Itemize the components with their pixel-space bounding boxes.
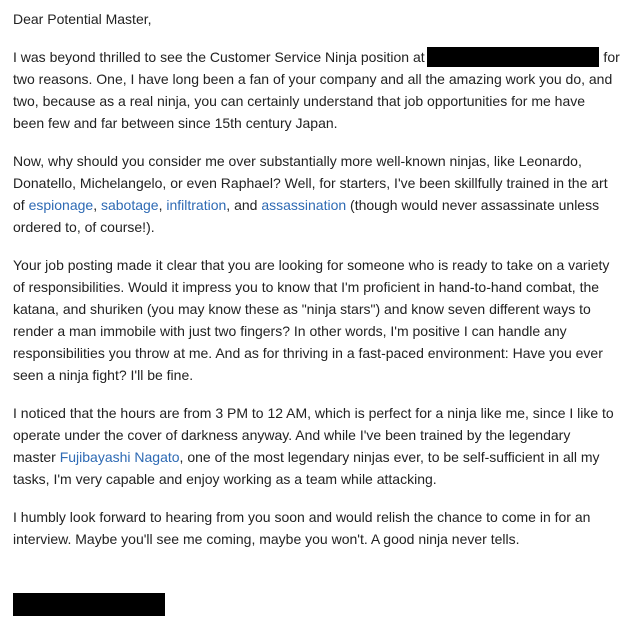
text-fragment: (though would never assassinate unless	[346, 197, 600, 213]
text-fragment: , and	[226, 197, 262, 213]
text-fragment: of	[13, 197, 29, 213]
paragraph-line: two reasons. One, I have long been a fan of your company and all the amazing work you do, and	[13, 71, 613, 87]
redacted-company-name	[427, 47, 599, 67]
link-sabotage[interactable]: sabotage	[100, 197, 159, 213]
paragraph-line	[13, 46, 620, 68]
redacted-signature	[13, 593, 165, 616]
paragraph-line: been few and far between since 15th century Japan.	[13, 115, 338, 131]
cover-letter	[13, 8, 620, 566]
paragraph-line: I humbly look forward to hearing from you soon and would relish the chance to come in for an	[13, 509, 591, 525]
text-fragment: ,	[93, 197, 101, 213]
paragraph-line: interview. Maybe you'll see me coming, maybe you won't. A good ninja never tells.	[13, 531, 520, 547]
paragraph-closing	[13, 506, 603, 550]
paragraph-line: I noticed that the hours are from 3 PM to 12 AM, which is perfect for a ninja like me, since I like to	[13, 405, 614, 421]
text-fragment: I was beyond thrilled to see the Customer Service Ninja position at	[13, 49, 425, 65]
salutation: Dear Potential Master,	[13, 11, 152, 27]
paragraph-hours	[13, 402, 614, 490]
paragraph-line: katana, and shuriken (you may know these as "ninja stars") and know seven different ways to	[13, 301, 591, 317]
paragraph-line: tasks, I'm very capable and enjoy working as a team while attacking.	[13, 471, 437, 487]
paragraph-line: seen a ninja fight? I'll be fine.	[13, 367, 194, 383]
text-fragment: , one of the most legendary ninjas ever, to be self-sufficient in all my	[179, 449, 600, 465]
paragraph-line	[13, 446, 603, 468]
paragraph-line: Donatello, Michelangelo, or even Raphael? Well, for starters, I've been skillfully trained in the art	[13, 175, 608, 191]
text-fragment: master	[13, 449, 60, 465]
paragraph-line: ordered to, of course!).	[13, 219, 155, 235]
paragraph-skills	[13, 150, 608, 238]
text-fragment: ,	[158, 197, 167, 213]
paragraph-line: operate under the cover of darkness anyway. And while I've been trained by the legendary	[13, 427, 571, 443]
paragraph-line: render a man immobile with just two fingers? In other words, I'm positive I can handle any	[13, 323, 567, 339]
link-assassination[interactable]: assassination	[261, 197, 347, 213]
paragraph-line: two, because as a real ninja, you can certainly understand that job opportunities for me have	[13, 93, 586, 109]
paragraph-line: of responsibilities. Would it impress you to know that I'm proficient in hand-to-hand combat, the	[13, 279, 600, 295]
link-infiltration[interactable]: infiltration	[166, 197, 227, 213]
link-espionage[interactable]: espionage	[28, 197, 94, 213]
paragraph-intro	[13, 46, 620, 134]
paragraph-line: Now, why should you consider me over substantially more well-known ninjas, like Leonardo,	[13, 153, 582, 169]
text-fragment: for	[599, 49, 620, 65]
paragraph-line	[13, 194, 603, 216]
paragraph-responsibilities	[13, 254, 610, 386]
link-fujibayashi-nagato[interactable]: Fujibayashi Nagato	[59, 449, 180, 465]
paragraph-line: responsibilities you throw at me. And as for thriving in a fast-paced environment: Have you ever	[13, 345, 603, 361]
paragraph-line: Your job posting made it clear that you are looking for someone who is ready to take on a variety	[13, 257, 610, 273]
